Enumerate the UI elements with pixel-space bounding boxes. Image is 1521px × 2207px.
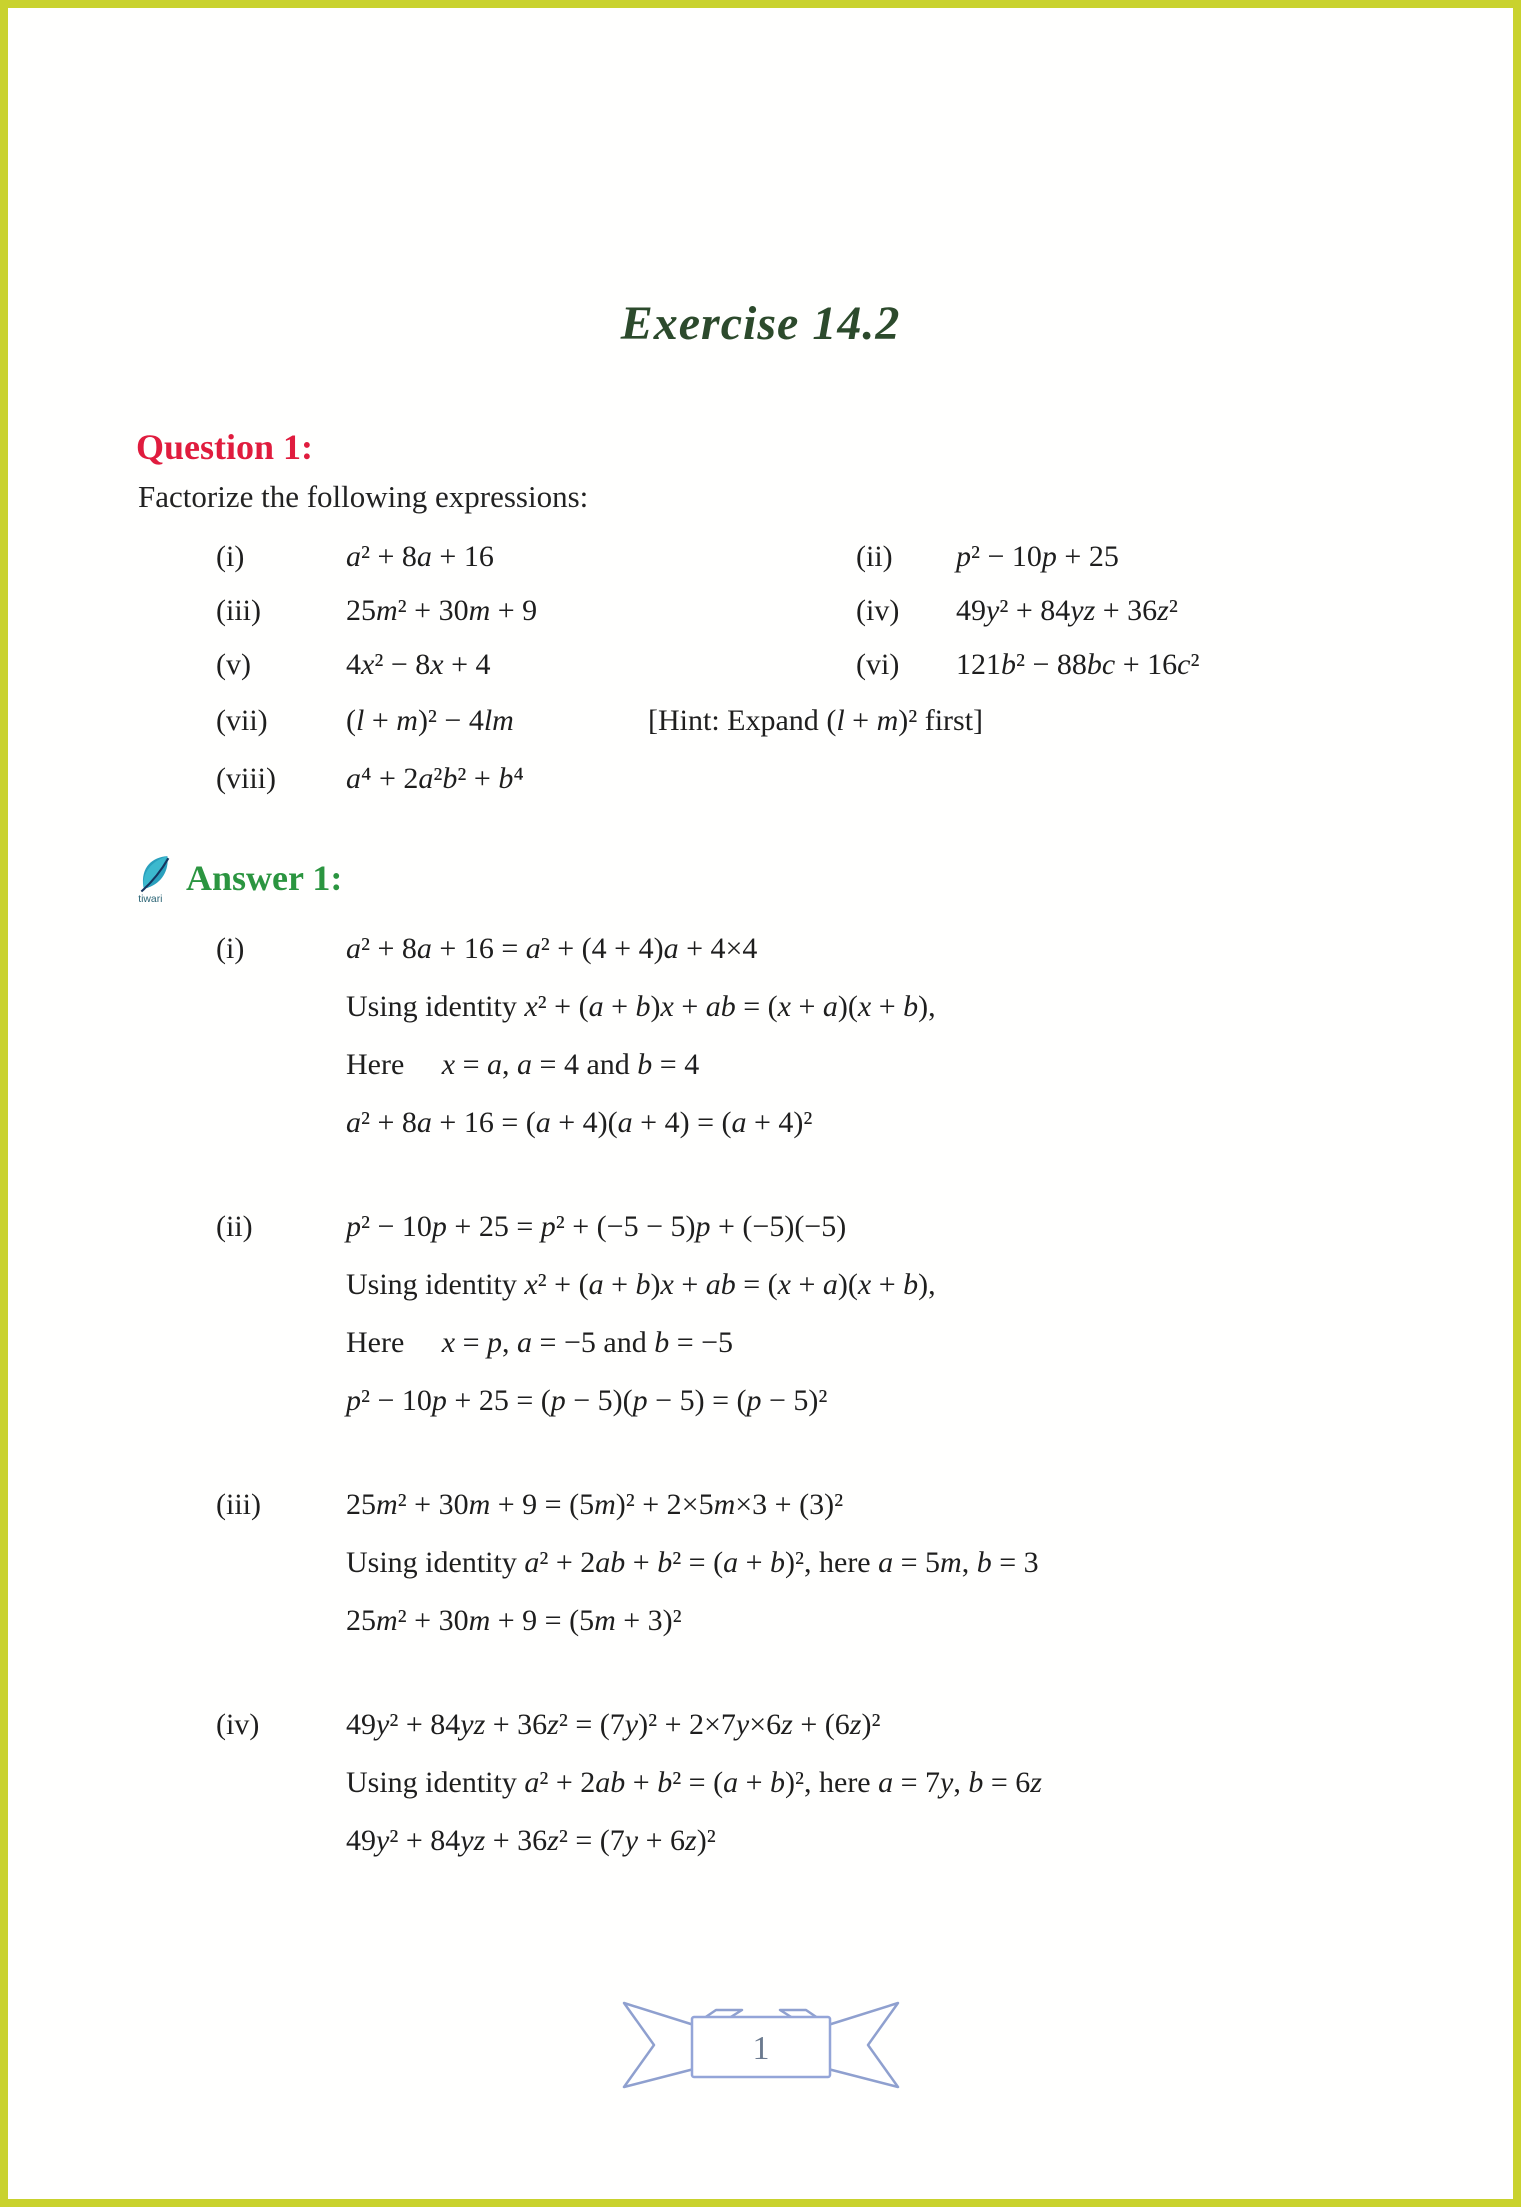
item-expression: 49y² + 84yz + 36z² bbox=[956, 594, 1178, 627]
and-label: and bbox=[603, 1326, 647, 1359]
item-expression: a² + 8a + 16 bbox=[346, 540, 494, 573]
answer-expansion: 49y² + 84yz + 36z² = (7y)² + 2×7y×6z + (6z)² bbox=[346, 1708, 881, 1741]
answer-number: (i) bbox=[216, 932, 245, 965]
question-row bbox=[216, 750, 1513, 808]
substitution-math: x = p, a = −5 bbox=[441, 1326, 596, 1359]
answer-number: (iv) bbox=[216, 1708, 260, 1741]
identity-math: a² + 2ab + b² = (a + b)² bbox=[524, 1766, 804, 1799]
question-row bbox=[216, 638, 1513, 692]
hint-text: [Hint: Expand bbox=[648, 704, 819, 737]
answer-body bbox=[346, 1476, 1039, 1650]
answer-expansion: a² + 8a + 16 = a² + (4 + 4)a + 4×4 bbox=[346, 932, 758, 965]
page-number-ribbon bbox=[616, 1993, 906, 2098]
answer-number: (ii) bbox=[216, 1210, 253, 1243]
answer-substitution-line bbox=[346, 1314, 936, 1372]
answer-body bbox=[346, 1696, 1042, 1870]
answer-result: 49y² + 84yz + 36z² = (7y + 6z)² bbox=[346, 1824, 716, 1857]
substitution-math: b = 4 bbox=[637, 1048, 700, 1081]
item-number: (vi) bbox=[856, 648, 900, 681]
item-number: (ii) bbox=[856, 540, 893, 573]
answer-body bbox=[346, 1198, 936, 1430]
hint-text: first] bbox=[924, 704, 984, 737]
item-expression: 4x² − 8x + 4 bbox=[346, 648, 491, 681]
here-label: Here bbox=[346, 1048, 405, 1081]
substitution-math: b = −5 bbox=[654, 1326, 734, 1359]
item-number: (v) bbox=[216, 648, 251, 681]
here-label: , here bbox=[804, 1546, 871, 1579]
question-heading: Question 1: bbox=[136, 427, 314, 467]
page-title: Exercise 14.2 bbox=[620, 297, 901, 350]
answer-heading-text: Answer 1: bbox=[186, 858, 343, 898]
item-expression: (l + m)² − 4lm bbox=[346, 704, 514, 737]
item-hint bbox=[648, 692, 1513, 750]
identity-math: x² + (a + b)x + ab = (x + a)(x + b), bbox=[524, 1268, 936, 1301]
question-intro: Factorize the following expressions: bbox=[138, 479, 589, 514]
identity-label: Using identity bbox=[346, 1766, 517, 1799]
answer-identity-line bbox=[346, 978, 936, 1036]
here-label: Here bbox=[346, 1326, 405, 1359]
item-number: (iv) bbox=[856, 594, 900, 627]
item-expression: a⁴ + 2a²b² + b⁴ bbox=[346, 762, 524, 795]
here-label: , here bbox=[804, 1766, 871, 1799]
logo-text: tiwari bbox=[138, 893, 163, 904]
answer-identity-line bbox=[346, 1256, 936, 1314]
answer-block-iv bbox=[8, 1696, 1513, 1870]
substitution-math: x = a, a = 4 bbox=[441, 1048, 579, 1081]
answer-number: (iii) bbox=[216, 1488, 261, 1521]
answer-block-i bbox=[8, 920, 1513, 1152]
answer-identity-line bbox=[346, 1754, 1042, 1812]
item-number: (viii) bbox=[216, 762, 276, 795]
identity-label: Using identity bbox=[346, 1546, 517, 1579]
identity-label: Using identity bbox=[346, 990, 517, 1023]
question-list bbox=[8, 530, 1513, 808]
item-number: (i) bbox=[216, 540, 245, 573]
page-number: 1 bbox=[752, 2030, 769, 2067]
answer-result: 25m² + 30m + 9 = (5m + 3)² bbox=[346, 1604, 682, 1637]
question-row bbox=[216, 530, 1513, 584]
item-expression: 121b² − 88bc + 16c² bbox=[956, 648, 1200, 681]
item-expression: p² − 10p + 25 bbox=[956, 540, 1119, 573]
answer-expansion: 25m² + 30m + 9 = (5m)² + 2×5m×3 + (3)² bbox=[346, 1488, 844, 1521]
answer-identity-line bbox=[346, 1534, 1039, 1592]
answer-expansion: p² − 10p + 25 = p² + (−5 − 5)p + (−5)(−5) bbox=[346, 1210, 847, 1243]
item-number: (iii) bbox=[216, 594, 261, 627]
item-number: (vii) bbox=[216, 704, 268, 737]
item-expression: 25m² + 30m + 9 bbox=[346, 594, 538, 627]
answer-block-ii bbox=[8, 1198, 1513, 1430]
identity-label: Using identity bbox=[346, 1268, 517, 1301]
identity-math: a² + 2ab + b² = (a + b)² bbox=[524, 1546, 804, 1579]
and-label: and bbox=[586, 1048, 630, 1081]
ribbon-banner-icon bbox=[616, 1993, 906, 2093]
identity-math: x² + (a + b)x + ab = (x + a)(x + b), bbox=[524, 990, 936, 1023]
hint-math: (l + m)² bbox=[826, 704, 918, 737]
question-row bbox=[216, 584, 1513, 638]
answer-heading bbox=[136, 852, 1513, 904]
question-row bbox=[216, 692, 1513, 750]
answer-substitution-line bbox=[346, 1036, 936, 1094]
tiwari-leaf-logo-icon bbox=[136, 852, 180, 904]
substitution-math: a = 5m, b = 3 bbox=[878, 1546, 1039, 1579]
answer-result: p² − 10p + 25 = (p − 5)(p − 5) = (p − 5)² bbox=[346, 1384, 828, 1417]
answer-result: a² + 8a + 16 = (a + 4)(a + 4) = (a + 4)² bbox=[346, 1106, 813, 1139]
substitution-math: a = 7y, b = 6z bbox=[878, 1766, 1042, 1799]
answer-body bbox=[346, 920, 936, 1152]
answer-block-iii bbox=[8, 1476, 1513, 1650]
